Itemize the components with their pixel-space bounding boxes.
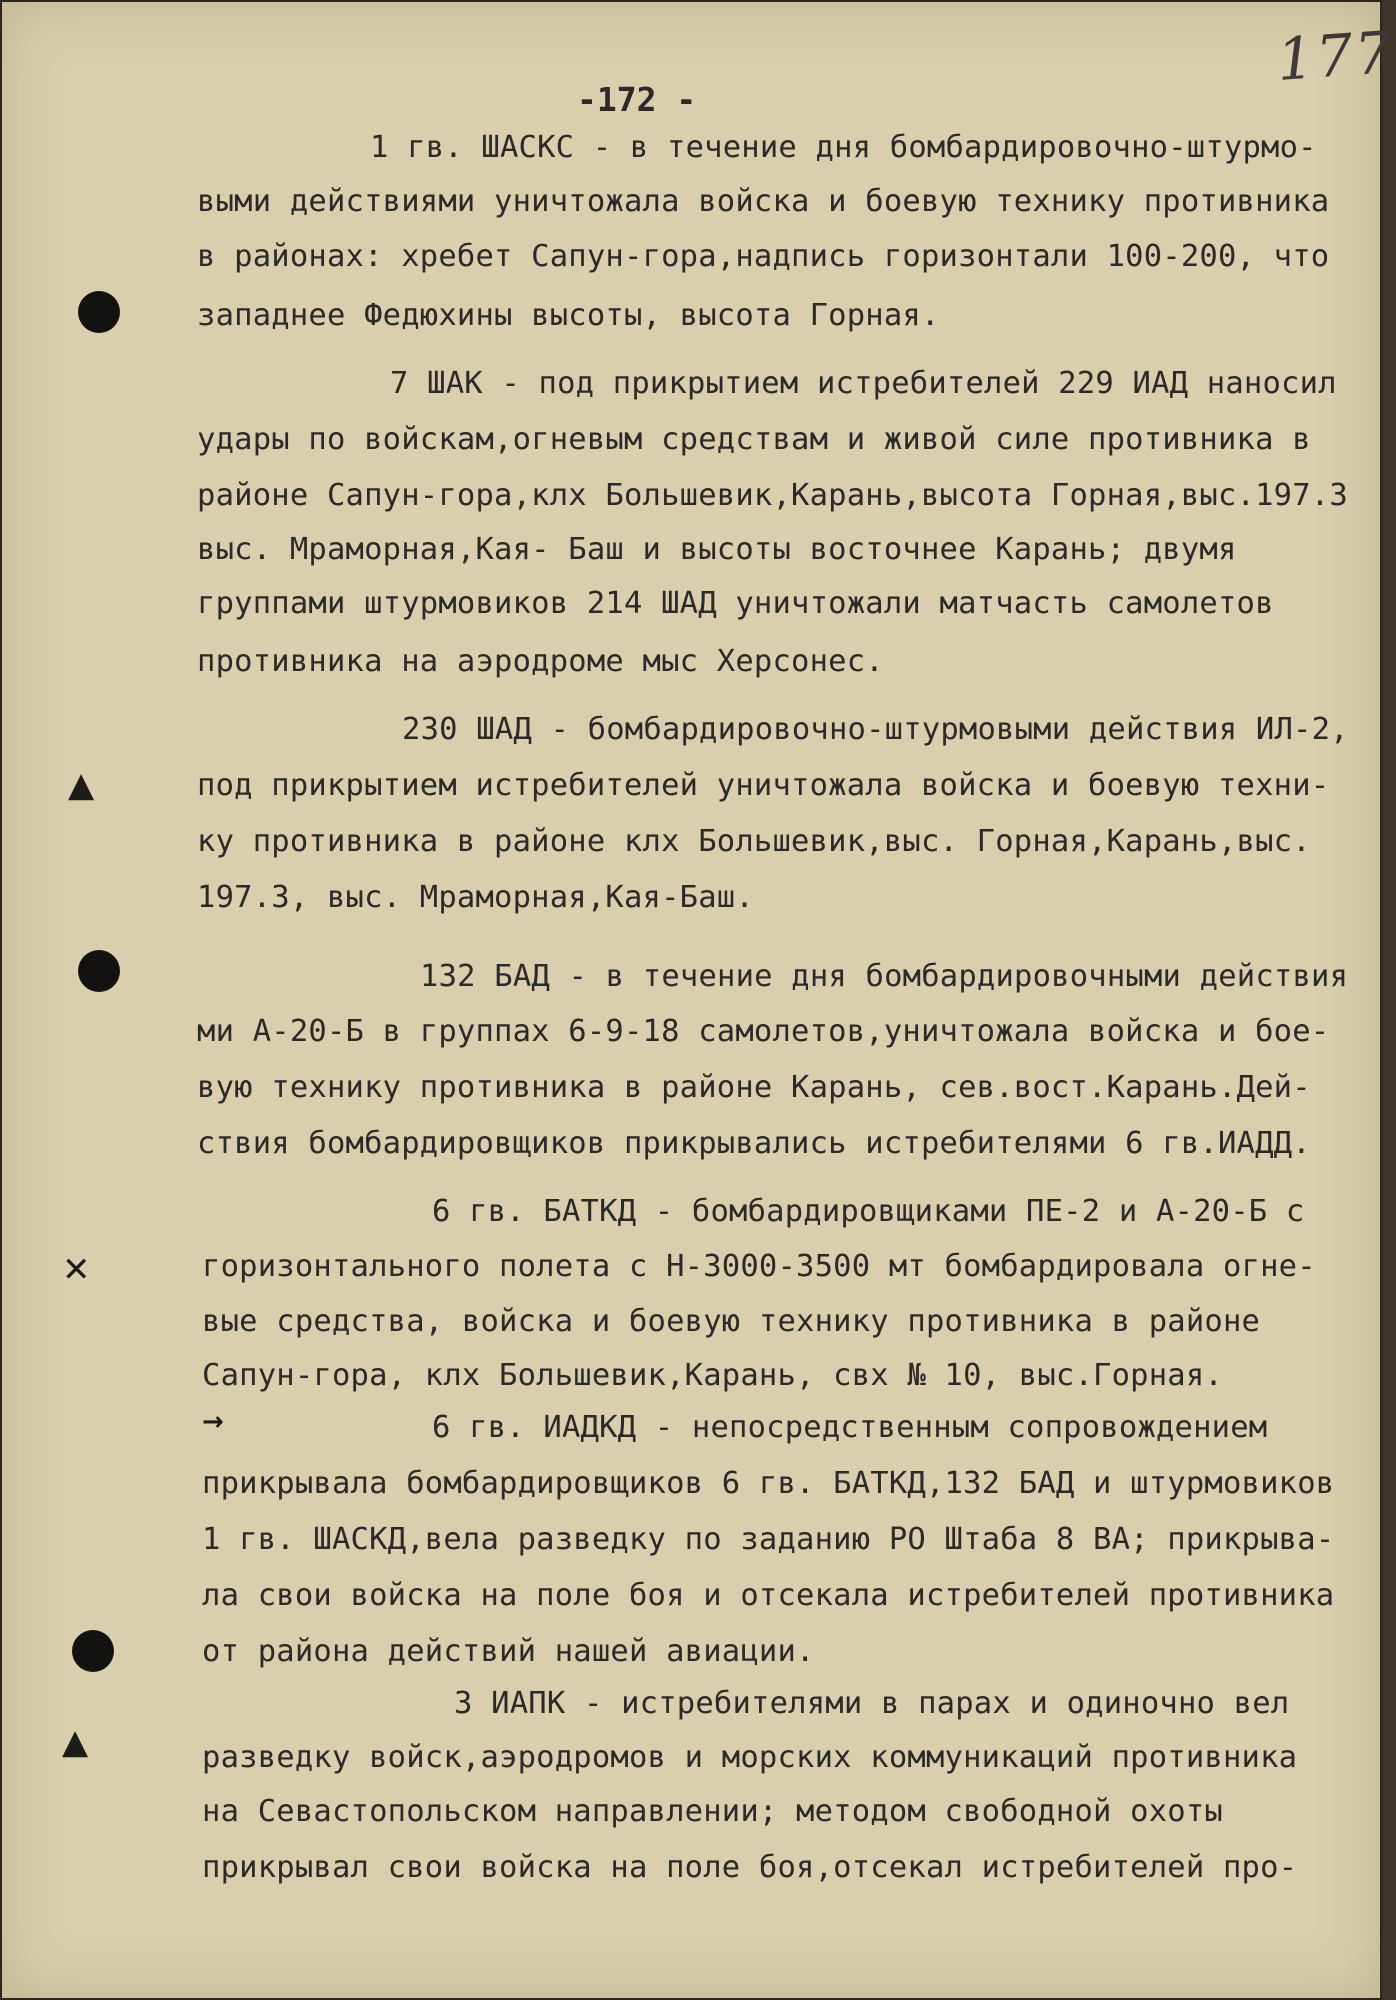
text-line: 1 гв. ШАСКС - в течение дня бомбардировочно-штурмо- — [370, 130, 1317, 165]
text-line: Сапун-гора, клх Большевик,Карань, свх № 10, выс.Горная. — [202, 1358, 1223, 1393]
text-line: 1 гв. ШАСКД,вела разведку по заданию РО Штаба 8 ВА; прикрыва- — [202, 1522, 1335, 1557]
binder-hole — [78, 291, 120, 333]
text-line: удары по войскам,огневым средствам и живой силе противника в — [197, 422, 1311, 457]
text-line: 6 гв. ИАДКД - непосредственным сопровождением — [432, 1410, 1268, 1445]
text-line: западнее Федюхины высоты, высота Горная. — [197, 298, 940, 333]
text-line: прикрывал свои войска на поле боя,отсекал истребителей про- — [202, 1850, 1298, 1885]
margin-mark-icon: ▲ — [62, 1722, 89, 1762]
text-line: ку противника в районе клх Большевик,выс. Горная,Карань,выс. — [197, 824, 1311, 859]
text-line: вую технику противника в районе Карань, сев.вост.Карань.Дей- — [197, 1070, 1311, 1105]
page-number: -172 - — [577, 80, 697, 119]
text-line: 230 ШАД - бомбардировочно-штурмовыми действия ИЛ-2, — [402, 712, 1349, 747]
margin-mark-icon: ✕ — [62, 1250, 91, 1290]
text-line: вые средства, войска и боевую технику противника в районе — [202, 1304, 1261, 1339]
text-line: 197.3, выс. Мраморная,Кая-Баш. — [197, 880, 754, 915]
text-line: районе Сапун-гора,клх Большевик,Карань,высота Горная,выс.197.3 — [197, 478, 1348, 513]
text-line: прикрывала бомбардировщиков 6 гв. БАТКД,132 БАД и штурмовиков — [202, 1466, 1335, 1501]
text-line: горизонтального полета с Н-3000-3500 мт бомбардировала огне- — [202, 1249, 1316, 1284]
text-line: противника на аэродроме мыс Херсонес. — [197, 644, 884, 679]
text-line: ствия бомбардировщиков прикрывались истребителями 6 гв.ИАДД. — [197, 1126, 1311, 1161]
text-line: на Севастопольском направлении; методом свободной охоты — [202, 1794, 1223, 1829]
margin-mark-icon: ▲ — [68, 765, 95, 805]
text-line: под прикрытием истребителей уничтожала войска и боевую техни- — [197, 768, 1330, 803]
text-line: 132 БАД - в течение дня бомбардировочными действия — [420, 959, 1349, 994]
text-line: выми действиями уничтожала войска и боевую технику противника — [197, 184, 1330, 219]
text-line: 7 ШАК - под прикрытием истребителей 229 ИАД наносил — [390, 366, 1337, 401]
text-line: 6 гв. БАТКД - бомбардировщиками ПЕ-2 и А-20-Б с — [432, 1194, 1305, 1229]
text-line: в районах: хребет Сапун-гора,надпись горизонтали 100-200, что — [197, 239, 1330, 274]
text-line: ми А-20-Б в группах 6-9-18 самолетов,уничтожала войска и бое- — [197, 1014, 1330, 1049]
text-line: ла свои войска на поле боя и отсекала истребителей противника — [202, 1578, 1335, 1613]
binder-hole — [78, 950, 120, 992]
text-line: выс. Мраморная,Кая- Баш и высоты восточнее Карань; двумя — [197, 532, 1237, 567]
archive-page-number: 177 — [1274, 18, 1396, 94]
text-line: разведку войск,аэродромов и морских коммуникаций противника — [202, 1740, 1298, 1775]
text-line: группами штурмовиков 214 ШАД уничтожали матчасть самолетов — [197, 586, 1274, 621]
margin-arrow-icon: → — [202, 1407, 224, 1437]
binder-hole — [72, 1630, 114, 1672]
text-line: от района действий нашей авиации. — [202, 1634, 815, 1669]
text-line: 3 ИАПК - истребителями в парах и одиночно вел — [454, 1686, 1290, 1721]
